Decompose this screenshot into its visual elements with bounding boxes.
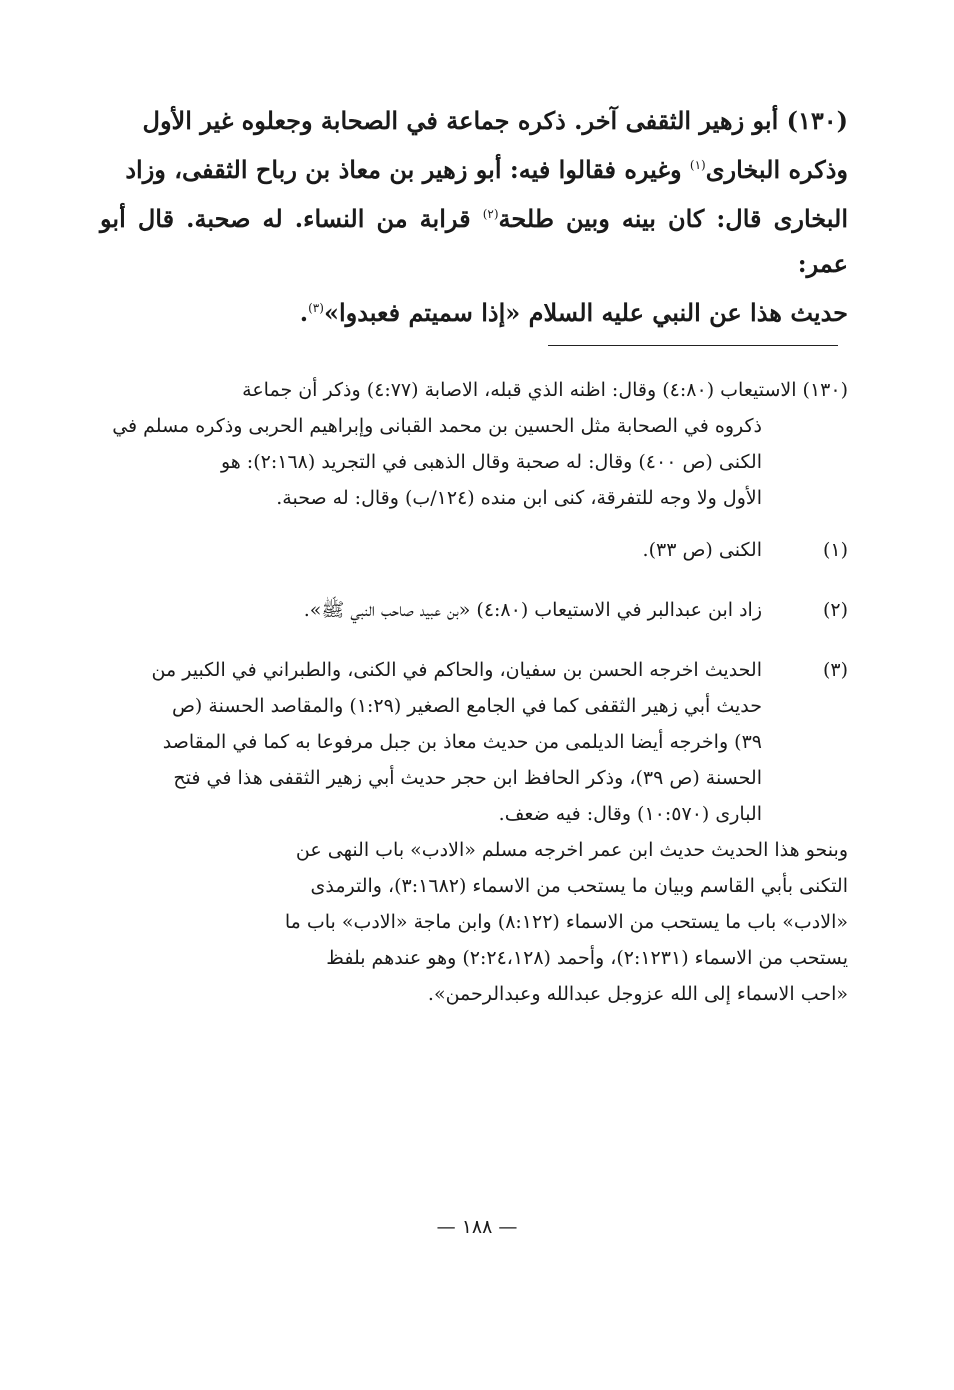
footnote-ref[interactable]: (٣) <box>308 301 324 315</box>
main-line <box>100 143 848 192</box>
footnote-number: (١٣٠) <box>802 379 848 401</box>
footnote-line: الكنى (ص ٤٠٠) وقال: له صحبة وقال الذهبى في التجريد (٢:١٦٨): هو <box>220 451 762 473</box>
footnote-text: الكنى (ص ٣٣). <box>642 539 762 561</box>
footnotes <box>100 372 848 1012</box>
footnote-line: ٣٩) واخرجه أيضا الديلمى من حديث معاذ بن جبل مرفوعا به كما في المقاصد <box>162 731 762 753</box>
footnote-line: ذكروه في الصحابة مثل الحسين بن محمد القبانى وإبراهيم الحربى وذكره مسلم في <box>112 415 762 437</box>
main-line-text: حديث هذا عن النبي عليه السلام «إذا سميتم فعبدوا» <box>323 298 848 327</box>
footnote-ref[interactable]: (٢) <box>482 207 499 221</box>
footnote-line: البارى (١٠:٥٧٠) وقال: فيه ضعف. <box>498 803 762 825</box>
main-line-text: . <box>299 298 309 327</box>
main-line <box>100 192 848 286</box>
footnote-line: يستحب من الاسماء (٢:١٢٣١)، وأحمد (٢:٢٤،١٢٨) وهو عندهم بلفظ <box>326 947 848 969</box>
main-line-text: قرابة من النساء. له صحبة. قال أبو عمر: <box>100 204 848 278</box>
main-line-text: البخارى قال: كان بينه وبين طلحة <box>498 204 849 233</box>
footnote-line: حديث أبي زهير الثقفى كما في الجامع الصغير (١:٢٩) والمقاصد الحسنة (ص <box>171 695 762 717</box>
footnote-text: زاد ابن عبدالبر في الاستيعاب (٤:٨٠) «بن عبيد صاحب النبي ﷺ». <box>303 599 762 621</box>
main-line <box>100 98 848 143</box>
footnote-number: (٣) <box>822 659 848 681</box>
footnote-1 <box>100 532 848 568</box>
footnote-2 <box>100 592 848 628</box>
main-line-text: وغيره فقالوا فيه: أبو زهير بن معاذ بن رباح الثقفى، وزاد <box>125 155 690 184</box>
main-line-text: (١٣٠) أبو زهير الثقفى آخر. ذكره جماعة في الصحابة وجعلوه غير الأول <box>142 106 848 135</box>
main-line-text: وذكره البخارى <box>705 155 848 184</box>
footnote-line: الحسنة (ص ٣٩)، وذكر الحافظ ابن حجر حديث أبي زهير الثقفى هذا في فتح <box>173 767 762 789</box>
footnote-line: «احب الاسماء إلى الله عزوجل عبدالله وعبدالرحمن». <box>427 983 848 1005</box>
footnote-130 <box>100 372 848 516</box>
footnote-number: (٢) <box>822 599 848 621</box>
footnote-3 <box>100 652 848 1012</box>
main-line <box>100 286 848 335</box>
footnote-line: «الادب» باب ما يستحب من الاسماء (٨:١٢٢) وابن ماجة «الادب» باب ما <box>284 911 848 933</box>
footnote-number: (١) <box>822 539 848 561</box>
main-text <box>100 98 848 335</box>
footnote-divider <box>548 345 838 346</box>
footnote-line: الاستيعاب (٤:٨٠) وقال: اظنه الذي قبله، الاصابة (٤:٧٧) وذكر أن جماعة <box>242 379 797 401</box>
footnote-line: التكنى بأبي القاسم وبيان ما يستحب من الاسماء (٣:١٦٨٢)، والترمذى <box>310 875 848 897</box>
footnote-line: الأول ولا وجه للتفرقة، كنى ابن منده (١٢٤/ب) وقال: له صحبة. <box>276 487 762 509</box>
footnote-ref[interactable]: (١) <box>689 158 706 172</box>
footnote-line: وبنحو هذا الحديث حديث ابن عمر اخرجه مسلم «الادب» باب النهى عن <box>295 839 848 861</box>
page-number: — ١٨٨ — <box>436 1216 518 1238</box>
footnote-line: الحديث اخرجه الحسن بن سفيان، والحاكم في الكنى، والطبراني في الكبير من <box>151 659 762 681</box>
